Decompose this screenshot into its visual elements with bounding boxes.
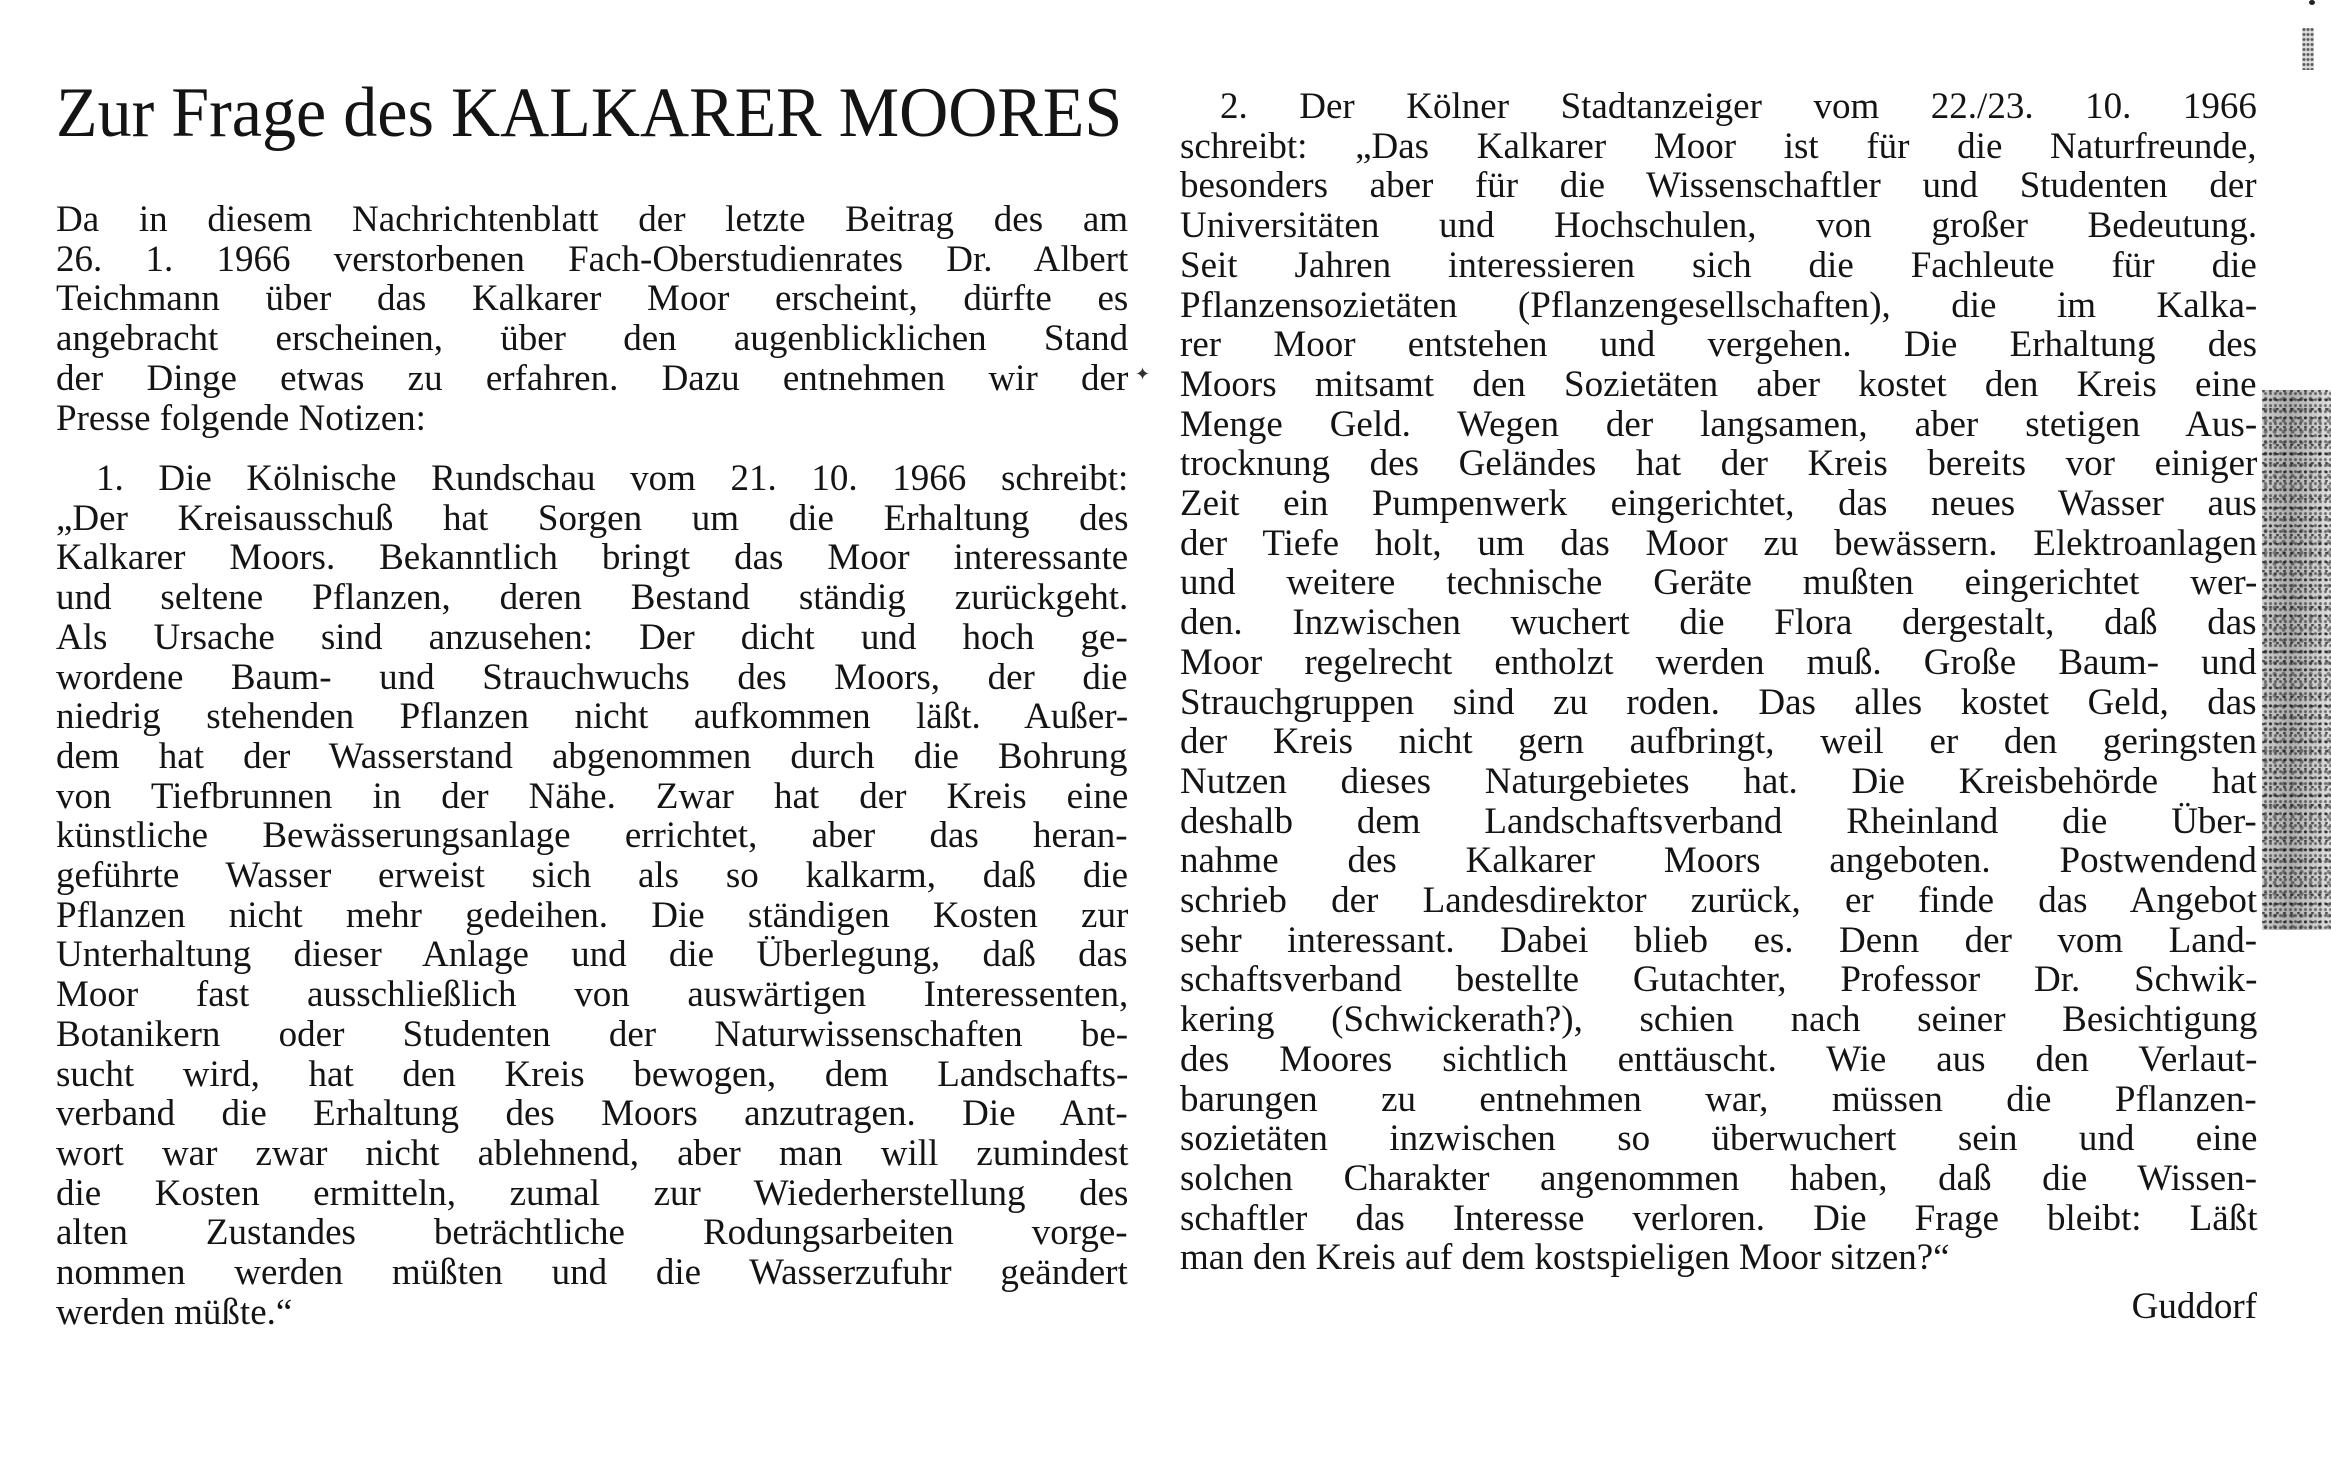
text-line: alten Zustandes beträchtliche Rodungsarbeiten vorge-: [56, 1212, 1128, 1254]
text-line: schaftler das Interesse verloren. Die Frage bleibt: Läßt: [1180, 1197, 2258, 1239]
text-line: künstliche Bewässerungsanlage errichtet, aber das heran-: [56, 815, 1128, 857]
text-line: Moors mitsamt den Sozietäten aber kostet den Kreis eine: [1180, 363, 2257, 405]
text-line: trocknung des Geländes hat der Kreis bereits vor einiger: [1180, 443, 2258, 485]
scan-noise-strip: [2262, 390, 2331, 930]
text-line: der Dinge etwas zu erfahren. Dazu entnehmen wir der: [56, 357, 1129, 399]
text-line: Seit Jahren interessieren sich die Fachleute für die: [1180, 244, 2257, 286]
text-line: sozietäten inzwischen so überwuchert sein und eine: [1180, 1118, 2258, 1160]
text-line: Strauchgruppen sind zu roden. Das alles kostet Geld, das: [1180, 681, 2257, 723]
text-line: und weitere technische Geräte mußten eingerichtet wer-: [1180, 562, 2258, 604]
text-line: Pflanzen nicht mehr gedeihen. Die ständigen Kosten zur: [56, 894, 1129, 936]
text-line: solchen Charakter angenommen haben, daß die Wissen-: [1180, 1157, 2258, 1199]
text-line: Als Ursache sind anzusehen: Der dicht und hoch ge-: [56, 616, 1128, 658]
text-line: werden müßte.“: [56, 1291, 293, 1333]
text-line: Presse folgende Notizen:: [56, 397, 426, 439]
text-line: sehr interessant. Dabei blieb es. Denn der vom Land-: [1180, 919, 2258, 961]
scan-noise-speck: [2302, 28, 2314, 70]
text-line: von Tiefbrunnen in der Nähe. Zwar hat der Kreis eine: [56, 775, 1129, 817]
text-line: Kalkarer Moors. Bekanntlich bringt das Moor interessante: [56, 537, 1129, 579]
text-line: man den Kreis auf dem kostspieligen Moor sitzen?“: [1180, 1237, 1950, 1279]
text-line: Teichmann über das Kalkarer Moor erscheint, dürfte es: [56, 278, 1129, 320]
text-line: geführte Wasser erweist sich als so kalkarm, daß die: [56, 855, 1129, 896]
text-line: dem hat der Wasserstand abgenommen durch die Bohrung: [56, 735, 1128, 777]
text-line: Universitäten und Hochschulen, von großer Bedeutung.: [1180, 205, 2258, 247]
text-line: barungen zu entnehmen war, müssen die Pflanzen-: [1180, 1078, 2257, 1120]
text-line: wort war zwar nicht ablehnend, aber man will zumindest: [56, 1132, 1129, 1174]
text-line: Moor fast ausschließlich von auswärtigen Interessenten,: [56, 974, 1129, 1016]
author-signature: Guddorf: [2131, 1286, 2257, 1327]
text-line: „Der Kreisausschuß hat Sorgen um die Erhaltung des: [56, 497, 1129, 539]
text-line: Moor regelrecht entholzt werden muß. Große Baum- und: [1180, 641, 2257, 683]
text-line: verband die Erhaltung des Moors anzutragen. Die Ant-: [56, 1093, 1128, 1135]
text-line: des Moores sichtlich enttäuscht. Wie aus den Verlaut-: [1180, 1038, 2258, 1080]
text-line: der Kreis nicht gern aufbringt, weil er den geringsten: [1180, 721, 2258, 763]
text-line: schaftsverband bestellte Gutachter, Professor Dr. Schwik-: [1180, 959, 2258, 1001]
text-line: Unterhaltung dieser Anlage und die Überlegung, daß das: [56, 934, 1128, 976]
scan-noise-dot: [2309, 0, 2315, 5]
text-line: den. Inzwischen wuchert die Flora dergestalt, daß das: [1180, 602, 2257, 644]
text-line: Da in diesem Nachrichtenblatt der letzte Beitrag des am: [56, 199, 1129, 240]
margin-mark: ✦: [1135, 364, 1151, 384]
text-line: der Tiefe holt, um das Moor zu bewässern. Elektroanlagen: [1180, 522, 2258, 564]
text-line: wordene Baum- und Strauchwuchs des Moors, der die: [56, 656, 1128, 698]
article-title: Zur Frage des KALKARER MOORES: [56, 74, 1123, 152]
text-line: besonders aber für die Wissenschaftler und Studenten der: [1180, 165, 2257, 207]
text-line: 1. Die Kölnische Rundschau vom 21. 10. 1966 schreibt:: [96, 458, 1129, 499]
text-line: 2. Der Kölner Stadtanzeiger vom 22./23. 10. 1966: [1220, 86, 2257, 127]
text-line: angebracht erscheinen, über den augenblicklichen Stand: [56, 318, 1129, 360]
text-line: Menge Geld. Wegen der langsamen, aber stetigen Aus-: [1180, 403, 2258, 445]
text-line: 26. 1. 1966 verstorbenen Fach-Oberstudienrates Dr. Albert: [56, 238, 1129, 280]
text-line: nommen werden müßten und die Wasserzufuhr geändert: [56, 1252, 1128, 1293]
text-line: rer Moor entstehen und vergehen. Die Erhaltung des: [1180, 324, 2258, 366]
text-line: Pflanzensozietäten (Pflanzengesellschaften), die im Kalka-: [1180, 284, 2258, 326]
text-line: kering (Schwickerath?), schien nach seiner Besichtigung: [1180, 999, 2258, 1041]
text-line: schrieb der Landesdirektor zurück, er finde das Angebot: [1180, 880, 2258, 921]
text-line: sucht wird, hat den Kreis bewogen, dem Landschafts-: [56, 1053, 1129, 1095]
text-line: niedrig stehenden Pflanzen nicht aufkommen läßt. Außer-: [56, 696, 1129, 738]
text-line: nahme des Kalkarer Moors angeboten. Postwendend: [1180, 840, 2257, 882]
text-line: Nutzen dieses Naturgebietes hat. Die Kreisbehörde hat: [1180, 760, 2257, 802]
text-line: deshalb dem Landschaftsverband Rheinland die Über-: [1180, 800, 2257, 842]
text-line: die Kosten ermitteln, zumal zur Wiederherstellung des: [56, 1172, 1129, 1214]
text-line: schreibt: „Das Kalkarer Moor ist für die Naturfreunde,: [1180, 125, 2257, 167]
text-line: und seltene Pflanzen, deren Bestand ständig zurückgeht.: [56, 577, 1129, 619]
text-line: Zeit ein Pumpenwerk eingerichtet, das neues Wasser aus: [1180, 483, 2257, 524]
text-line: Botanikern oder Studenten der Naturwissenschaften be-: [56, 1013, 1129, 1055]
